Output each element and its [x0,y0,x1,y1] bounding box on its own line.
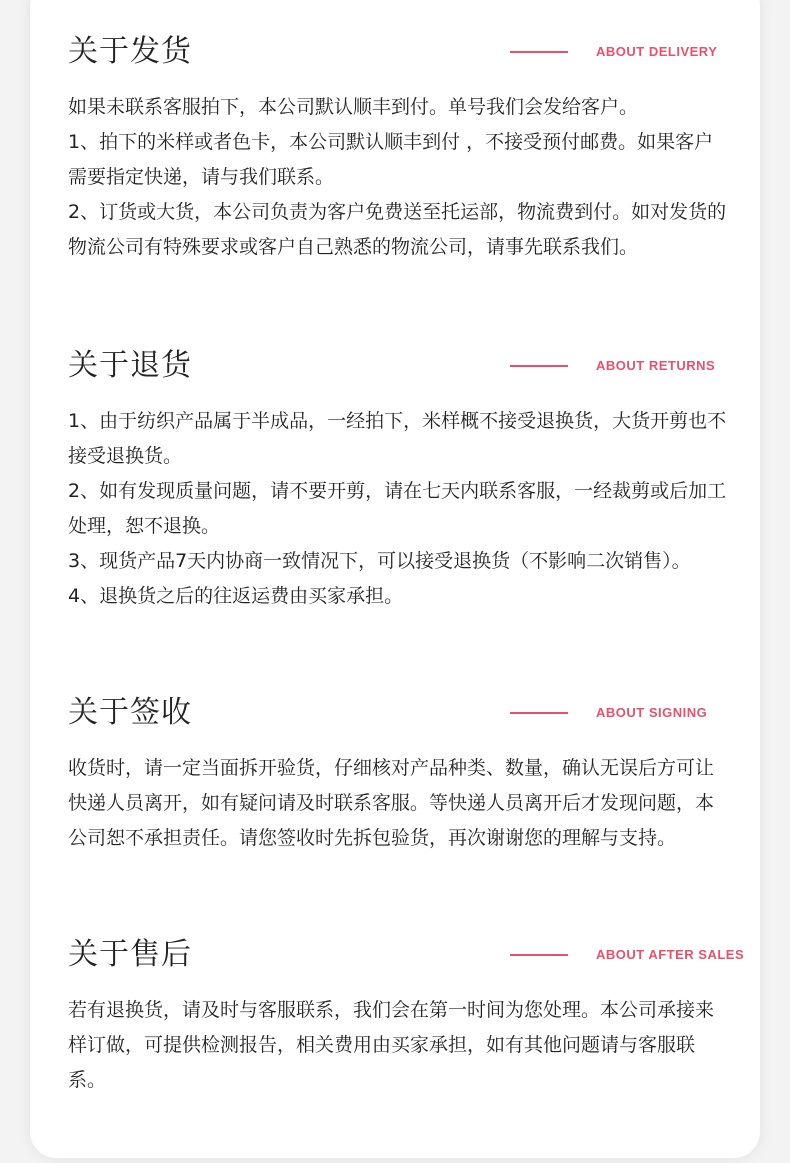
paragraph: 收货时，请一定当面拆开验货，仔细核对产品种类、数量，确认无误后方可让快递人员离开，如有疑问请及时联系客服。等快递人员离开后才发现问题，本公司恕不承担责任。请您签收时先拆包验货，再次谢谢您的理解与支持。 [68,757,715,849]
section-subtitle: ABOUT DELIVERY [596,44,718,59]
accent-divider [510,51,568,53]
section-title: 关于售后 [68,937,192,972]
section-subtitle: ABOUT SIGNING [596,705,708,720]
section-title: 关于发货 [68,34,192,69]
section-subtitle: ABOUT RETURNS [596,358,716,373]
section-body [68,751,728,856]
section-body [68,90,728,265]
paragraph: 4、退换货之后的往返运费由买家承担。 [68,585,404,607]
section-title: 关于签收 [68,695,192,730]
paragraph: 1、由于纺织产品属于半成品，一经拍下，米样概不接受退换货，大货开剪也不接受退换货。 [68,410,727,467]
paragraph: 2、如有发现质量问题，请不要开剪，请在七天内联系客服，一经裁剪或后加工处理，恕不退换。 [68,480,727,537]
paragraph: 若有退换货，请及时与客服联系，我们会在第一时间为您处理。本公司承接来样订做，可提供检测报告，相关费用由买家承担，如有其他问题请与客服联系。 [68,999,715,1091]
accent-divider [510,712,568,714]
policy-card [30,0,760,1158]
section-body [68,993,728,1098]
accent-divider [510,365,568,367]
paragraph: 如果未联系客服拍下，本公司默认顺丰到付。单号我们会发给客户。 [68,96,639,118]
section-title: 关于退货 [68,348,192,383]
section-subtitle: ABOUT AFTER SALES [596,947,745,962]
paragraph: 3、现货产品7天内协商一致情况下，可以接受退换货（不影响二次销售）。 [68,550,691,572]
paragraph: 2、订货或大货，本公司负责为客户免费送至托运部，物流费到付。如对发货的物流公司有特殊要求或客户自己熟悉的物流公司，请事先联系我们。 [68,201,727,258]
accent-divider [510,954,568,956]
paragraph: 1、拍下的米样或者色卡，本公司默认顺丰到付 ，不接受预付邮费。如果客户需要指定快递，请与我们联系。 [68,131,714,188]
section-body [68,404,728,614]
